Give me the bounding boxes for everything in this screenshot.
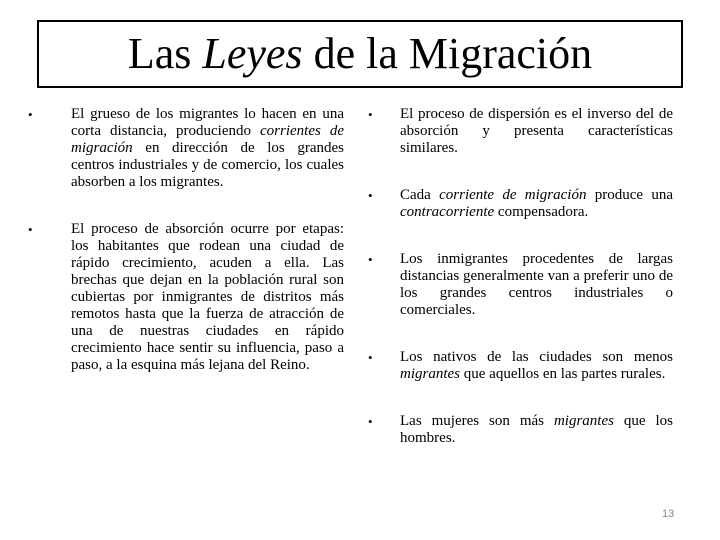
- italic-term: migrantes: [400, 366, 460, 382]
- item-text: [71, 221, 344, 374]
- italic-term: corriente de migración: [439, 187, 587, 203]
- list-item: [368, 349, 673, 383]
- text-segment: produce una: [586, 187, 674, 203]
- item-text: [400, 251, 673, 319]
- bullet-icon: •: [28, 107, 33, 122]
- text-segment: El proceso de dispersión es el inverso del de absorción y presenta características similares.: [400, 106, 673, 156]
- title-before: Las: [127, 29, 203, 78]
- text-segment: en dirección de los grandes centros industriales y de comercio, los cuales absorben a los migrantes.: [71, 140, 344, 190]
- right-column: [368, 106, 673, 447]
- text-segment: El proceso de absorción ocurre por etapas: los habitantes que rodean una ciudad de rápido crecimiento, acuden a ella. Las brechas que dejan en la población rural son cubiertas por inmigrantes de distritos más remotos hasta que la fuerza de atracción de una de nuestras ciudades en rápido crecimiento hace sentir su influencia, paso a paso, a la esquina más lejana del Reino.: [71, 221, 344, 373]
- title-italic: Leyes: [202, 29, 303, 78]
- title-box: [37, 20, 683, 88]
- text-segment: Las mujeres son más: [400, 413, 554, 429]
- text-segment: Los nativos de las ciudades son menos: [400, 349, 673, 365]
- left-column: [28, 106, 344, 374]
- text-segment: Cada: [400, 187, 440, 203]
- bullet-icon: •: [28, 222, 33, 237]
- bullet-icon: •: [368, 188, 373, 203]
- list-item: [368, 106, 673, 157]
- bullet-icon: •: [368, 350, 373, 365]
- title-after: de la Migración: [302, 29, 593, 78]
- text-segment: compensadora.: [494, 204, 589, 220]
- item-text: [400, 106, 673, 157]
- bullet-icon: •: [368, 414, 373, 429]
- bullet-icon: •: [368, 252, 373, 267]
- list-item: [368, 187, 673, 221]
- text-segment: que los hombres.: [400, 413, 673, 446]
- text-segment: Los inmigrantes procedentes de largas distancias generalmente van a preferir uno de los grandes centros industriales o comerciales.: [400, 251, 673, 318]
- item-text: [400, 413, 673, 447]
- list-item: [368, 251, 673, 319]
- text-segment: que aquellos en las partes rurales.: [460, 366, 666, 382]
- text-segment: El grueso de los migrantes lo hacen en una corta distancia, produciendo: [71, 106, 344, 139]
- italic-term: corrientes de migración: [71, 123, 344, 156]
- italic-term: contracorriente: [400, 204, 495, 220]
- list-item: [368, 413, 673, 447]
- page-number: 13: [662, 508, 675, 520]
- item-text: [400, 187, 673, 221]
- italic-term: migrantes: [553, 413, 614, 429]
- item-text: [400, 349, 673, 383]
- slide-title: [127, 29, 593, 78]
- bullet-icon: •: [368, 107, 373, 122]
- item-text: [71, 106, 344, 191]
- list-item: [28, 106, 344, 191]
- list-item: [28, 221, 344, 374]
